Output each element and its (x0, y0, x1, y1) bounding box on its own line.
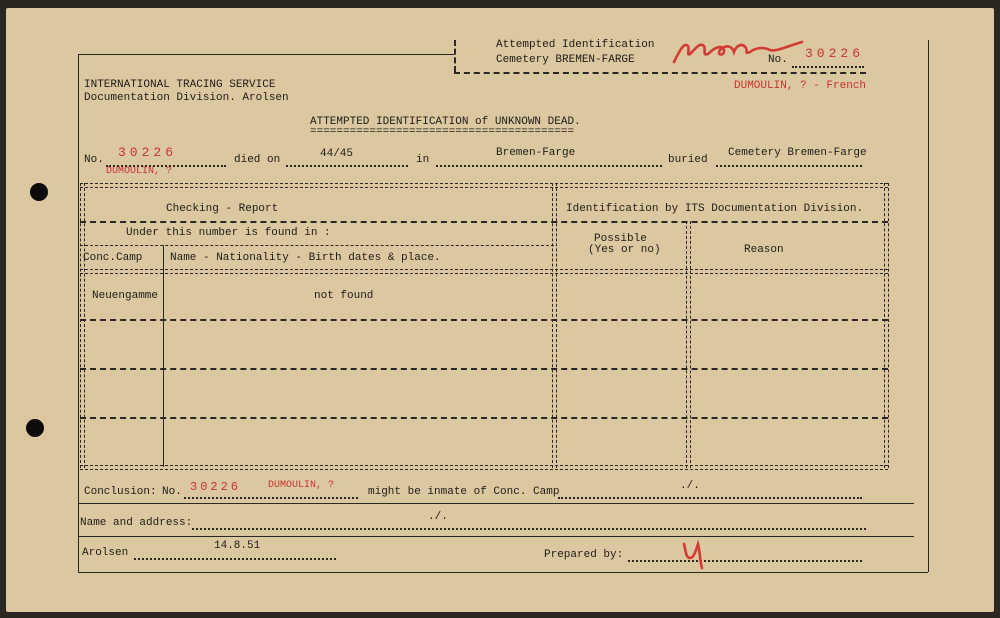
conclusion-label: Conclusion: (84, 486, 157, 498)
table-checking-rule (80, 221, 888, 223)
punch-hole-bottom (26, 419, 44, 437)
header-box-cemetery: Cemetery BREMEN-FARGE (496, 54, 635, 66)
table-yes-or-no: (Yes or no) (588, 244, 661, 256)
footer-place: Arolsen (82, 547, 129, 559)
conclusion-name-value: DUMOULIN, ? (268, 480, 335, 491)
conclusion-camp-value: ./. (680, 480, 700, 492)
conclusion-rule (78, 503, 914, 504)
frame-top-line (78, 54, 454, 55)
record-no-label: No. (84, 154, 104, 166)
name-address-label: Name and address: (80, 517, 193, 529)
table-top-border (80, 183, 888, 188)
footer-prepared-dots (628, 560, 862, 562)
table-header-bottom-border (80, 269, 888, 274)
table-mid-divider (552, 183, 557, 468)
record-in-label: in (416, 154, 430, 166)
table-bottom-border (80, 465, 888, 470)
handwritten-none-mark (668, 32, 808, 68)
table-row-sep-3 (80, 417, 888, 419)
record-buried-value: Cemetery Bremen-Farge (728, 147, 867, 159)
issuer-line2: Documentation Division. Arolsen (84, 92, 289, 104)
table-col-name: Name - Nationality - Birth dates & place. (170, 252, 441, 264)
header-box-no-value: 30226 (805, 46, 865, 61)
subject-header: DUMOULIN, ? - French (734, 80, 867, 92)
table-row-1-camp: Neuengamme (92, 290, 159, 302)
table-checking-report: Checking - Report (166, 203, 279, 215)
record-died-dots (286, 165, 408, 167)
frame-left-line (78, 54, 79, 572)
record-died-on-value: 44/45 (320, 148, 354, 160)
form-title-underline: ======================================== (310, 126, 575, 138)
frame-right-line (928, 40, 929, 572)
name-address-value: ./. (428, 511, 448, 523)
footer-prepared-by: Prepared by: (544, 549, 624, 561)
table-col-camp: Conc.Camp (83, 252, 143, 264)
table-under-number: Under this number is found in : (126, 227, 331, 239)
form-title: ATTEMPTED IDENTIFICATION of UNKNOWN DEAD. (310, 116, 581, 128)
table-camp-divider (163, 245, 164, 467)
table-possible-divider (686, 221, 691, 468)
record-name-value: DUMOULIN, ? (106, 166, 173, 177)
record-buried-dots (716, 165, 862, 167)
header-box-title: Attempted Identification (496, 39, 655, 51)
record-died-on-label: died on (234, 154, 281, 166)
header-box-no-label: No. (768, 54, 788, 66)
record-in-dots (436, 165, 662, 167)
name-address-rule (78, 536, 914, 537)
header-box-bottom (454, 72, 866, 74)
conclusion-no-value: 30226 (190, 480, 242, 494)
table-reason: Reason (744, 244, 784, 256)
conclusion-no-dots (184, 497, 358, 499)
header-box-left (454, 40, 456, 72)
table-under-number-rule (80, 245, 554, 246)
record-buried-label: buried (668, 154, 708, 166)
footer-date-value: 14.8.51 (214, 540, 261, 552)
table-left-border (80, 183, 85, 468)
conclusion-camp-dots (558, 497, 862, 499)
record-in-value: Bremen-Farge (496, 147, 576, 159)
conclusion-inmate-text: might be inmate of Conc. Camp (368, 486, 560, 498)
prepared-by-initial (678, 536, 718, 570)
table-row-sep-2 (80, 368, 888, 370)
frame-bottom-line (78, 572, 928, 573)
record-no-value: 30226 (118, 145, 178, 160)
table-row-1-name: not found (314, 290, 374, 302)
punch-hole-top (30, 183, 48, 201)
table-possible: Possible (594, 233, 647, 245)
conclusion-no-label: No. (162, 486, 182, 498)
table-right-border (884, 183, 889, 468)
table-row-sep-1 (80, 319, 888, 321)
issuer-line1: INTERNATIONAL TRACING SERVICE (84, 79, 276, 91)
index-card (6, 8, 994, 612)
table-identification: Identification by ITS Documentation Division. (566, 203, 864, 215)
name-address-dots (192, 528, 866, 530)
footer-date-dots (134, 558, 336, 560)
